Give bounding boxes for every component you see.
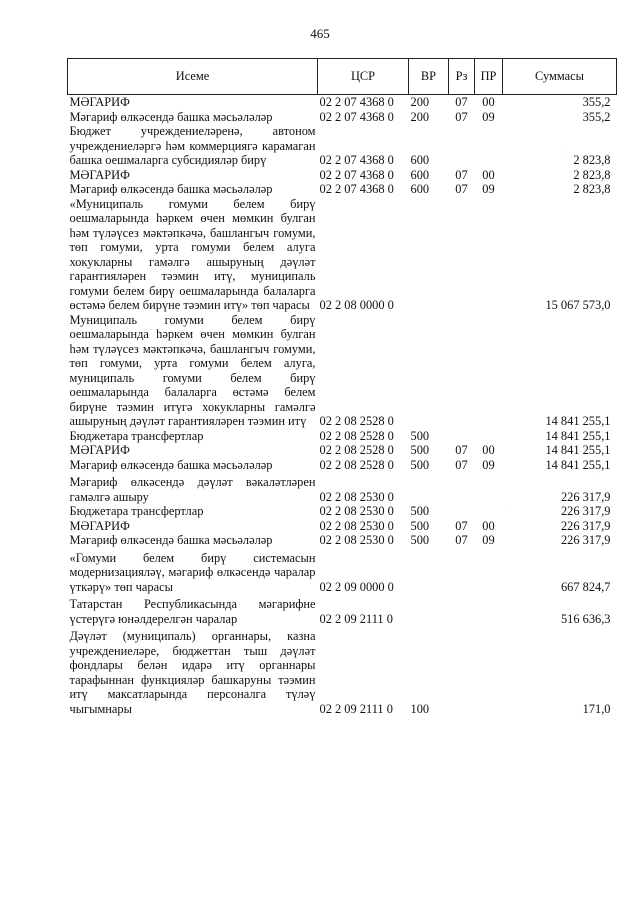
header-rz: Рз	[449, 59, 475, 95]
page-number: 465	[310, 26, 330, 41]
row-rz	[449, 626, 475, 716]
row-pr	[475, 504, 503, 519]
row-name: Мәгариф өлкәсендә башка мәсьәләләр	[69, 457, 273, 472]
scan-speck: ·	[560, 150, 562, 156]
row-csr: 02 2 08 2530 0	[319, 533, 394, 547]
row-rz: 07	[455, 533, 468, 547]
row-pr: 09	[482, 533, 495, 547]
row-pr: 09	[482, 182, 495, 196]
table-row	[68, 110, 617, 125]
row-name: Мәгариф өлкәсендә башка мәсьәләләр	[69, 109, 273, 124]
row-sum: 2 823,8	[573, 153, 611, 167]
row-pr	[475, 124, 503, 168]
row-pr: 00	[482, 443, 495, 457]
row-vr: 500	[410, 533, 430, 547]
row-vr: 200	[410, 95, 430, 109]
row-name: МӘГАРИФ	[69, 167, 130, 182]
header-pr: ПР	[475, 59, 503, 95]
scan-speck: ·	[598, 470, 600, 476]
table-row	[68, 197, 617, 313]
row-vr: 200	[410, 109, 430, 124]
row-rz: 07	[455, 182, 468, 196]
table-row	[68, 594, 617, 626]
row-name: Мәгариф өлкәсендә башка мәсьәләләр	[69, 533, 273, 547]
row-rz: 07	[455, 95, 468, 109]
row-rz: 07	[455, 167, 468, 182]
budget-table	[67, 58, 617, 716]
row-sum: 355,2	[582, 95, 611, 109]
row-rz	[449, 504, 475, 519]
row-vr: 600	[410, 153, 430, 167]
row-name: Мәгариф өлкәсендә дәүләт вәкаләтләрен гамәлгә ашыру	[69, 475, 316, 504]
row-rz: 07	[455, 443, 468, 457]
row-name: Бюджетара трансфертлар	[69, 504, 204, 518]
row-name: МӘГАРИФ	[69, 95, 130, 109]
row-name: Дәүләт (муниципаль) органнары, казна учреждениеләре, бюджеттан тыш дәүләт фондлары белән идарә итү органнары тарафыннан функцияләр башкаруны тәэмин итү максатларында персоналга түләү чыгымнары	[69, 629, 316, 716]
row-csr: 02 2 07 4368 0	[319, 167, 394, 182]
row-rz: 07	[455, 457, 468, 472]
row-name: МӘГАРИФ	[69, 518, 130, 533]
table-row	[68, 472, 617, 504]
row-vr: 500	[410, 457, 430, 472]
row-name: Бюджет учреждениеләренә, автоном учреждениеләргә һәм коммерциягә карамаган башка оешмаларга субсидияләр бирү	[69, 124, 316, 167]
row-sum: 2 823,8	[573, 167, 611, 182]
row-rz: 07	[455, 518, 468, 533]
row-sum: 516 636,3	[560, 611, 611, 626]
row-sum: 2 823,8	[573, 182, 611, 196]
table-row	[68, 626, 617, 716]
table-row	[68, 533, 617, 548]
row-pr: 09	[482, 109, 495, 124]
row-sum: 226 317,9	[560, 533, 611, 547]
header-vr: ВР	[409, 59, 449, 95]
row-csr: 02 2 07 4368 0	[319, 182, 394, 196]
row-pr	[475, 626, 503, 716]
row-csr: 02 2 08 2528 0	[319, 443, 394, 457]
row-sum: 171,0	[582, 701, 611, 716]
row-rz	[449, 594, 475, 626]
table-row	[68, 182, 617, 197]
row-rz	[449, 124, 475, 168]
row-csr: 02 2 07 4368 0	[319, 95, 394, 109]
row-pr	[475, 197, 503, 313]
row-vr: 600	[410, 182, 430, 196]
row-name: Муниципаль гомуми белем бирү оешмаларында һәркем өчен мөмкин булган һәм түләүсез мәктәпкәчә, башлангыч гомуми, төп гомуми, урта гомуми белем алуга, муниципаль гомуми белем бирү оешмаларында балаларга өстәмә белем бирүне тәэмин итүгә хокукларны гамәлгә ашыруның дәүләт гарантияләрен тәэмин итү	[69, 312, 316, 428]
row-vr	[409, 472, 449, 504]
scan-speck: ·	[505, 505, 507, 511]
table-row	[68, 548, 617, 595]
row-vr: 500	[410, 443, 430, 457]
row-vr: 600	[410, 167, 430, 182]
row-vr	[409, 313, 449, 429]
row-csr: 02 2 08 2528 0	[319, 457, 394, 472]
row-vr	[409, 197, 449, 313]
table-header	[68, 59, 617, 95]
row-csr: 02 2 09 2111 0	[319, 611, 393, 626]
row-csr: 02 2 08 2530 0	[319, 489, 394, 504]
row-csr: 02 2 07 4368 0	[319, 109, 394, 124]
row-sum: 14 841 255,1	[545, 457, 611, 472]
row-csr: 02 2 07 4368 0	[319, 153, 394, 167]
row-vr: 500	[410, 504, 430, 518]
row-sum: 14 841 255,1	[545, 414, 611, 428]
row-csr: 02 2 09 0000 0	[319, 579, 394, 594]
row-pr	[475, 548, 503, 595]
row-vr: 100	[410, 701, 430, 716]
row-sum: 226 317,9	[560, 518, 611, 533]
header-name: Исеме	[68, 59, 318, 95]
row-pr	[475, 429, 503, 444]
row-pr	[475, 313, 503, 429]
row-sum: 355,2	[582, 109, 611, 124]
row-pr: 00	[482, 167, 495, 182]
row-csr: 02 2 08 2530 0	[319, 504, 394, 518]
row-sum: 15 067 573,0	[545, 298, 611, 312]
table-row	[68, 504, 617, 519]
row-sum: 226 317,9	[560, 489, 611, 504]
row-sum: 226 317,9	[560, 504, 611, 518]
row-pr	[475, 594, 503, 626]
row-vr	[409, 594, 449, 626]
row-pr: 09	[482, 457, 495, 472]
table-row	[68, 458, 617, 473]
row-csr: 02 2 08 2528 0	[319, 414, 394, 428]
row-name: Бюджетара трансфертлар	[69, 428, 204, 443]
header-sum: Суммасы	[503, 59, 617, 95]
row-pr	[475, 472, 503, 504]
row-name: Татарстан Республикасында мәгарифне үстерүгә юнәлдерелгән чаралар	[69, 597, 316, 626]
row-pr: 00	[482, 518, 495, 533]
row-sum: 14 841 255,1	[545, 443, 611, 457]
row-rz	[449, 548, 475, 595]
row-name: МӘГАРИФ	[69, 443, 130, 457]
table-row	[68, 519, 617, 534]
row-name: Мәгариф өлкәсендә башка мәсьәләләр	[69, 182, 273, 196]
row-rz: 07	[455, 109, 468, 124]
table-row	[68, 95, 617, 110]
row-name: «Муниципаль гомуми белем бирү оешмаларында һәркем өчен мөмкин булган һәм түләүсез мәктәпкәчә, башлангыч гомуми, төп гомуми, урта гомуми белем алуга хокукларны гамәлгә ашыруның дәүләт гарантияләрен тәэмин итү, муниципаль гомуми белем бирү оешмаларында балаларга өстәмә белем бирүне тәэмин итү» төп чарасы	[69, 196, 316, 312]
row-rz	[449, 429, 475, 444]
row-sum: 667 824,7	[560, 579, 611, 594]
row-rz	[449, 313, 475, 429]
table-row	[68, 443, 617, 458]
row-vr: 500	[410, 428, 430, 443]
row-csr: 02 2 09 2111 0	[319, 701, 393, 716]
table-body	[68, 95, 617, 717]
row-csr: 02 2 08 0000 0	[319, 298, 394, 312]
row-name: «Гомуми белем бирү системасын модернизацияләү, мәгариф өлкәсендә чаралар үткәрү» төп чарасы	[69, 550, 316, 594]
row-pr: 00	[482, 95, 495, 109]
table-row	[68, 429, 617, 444]
row-csr: 02 2 08 2530 0	[319, 518, 394, 533]
row-sum: 14 841 255,1	[545, 428, 611, 443]
row-csr: 02 2 08 2528 0	[319, 428, 394, 443]
row-vr: 500	[410, 518, 430, 533]
table-row	[68, 168, 617, 183]
row-rz	[449, 472, 475, 504]
table-row	[68, 313, 617, 429]
row-rz	[449, 197, 475, 313]
row-vr	[409, 548, 449, 595]
table-row	[68, 124, 617, 168]
header-csr: ЦСР	[318, 59, 409, 95]
